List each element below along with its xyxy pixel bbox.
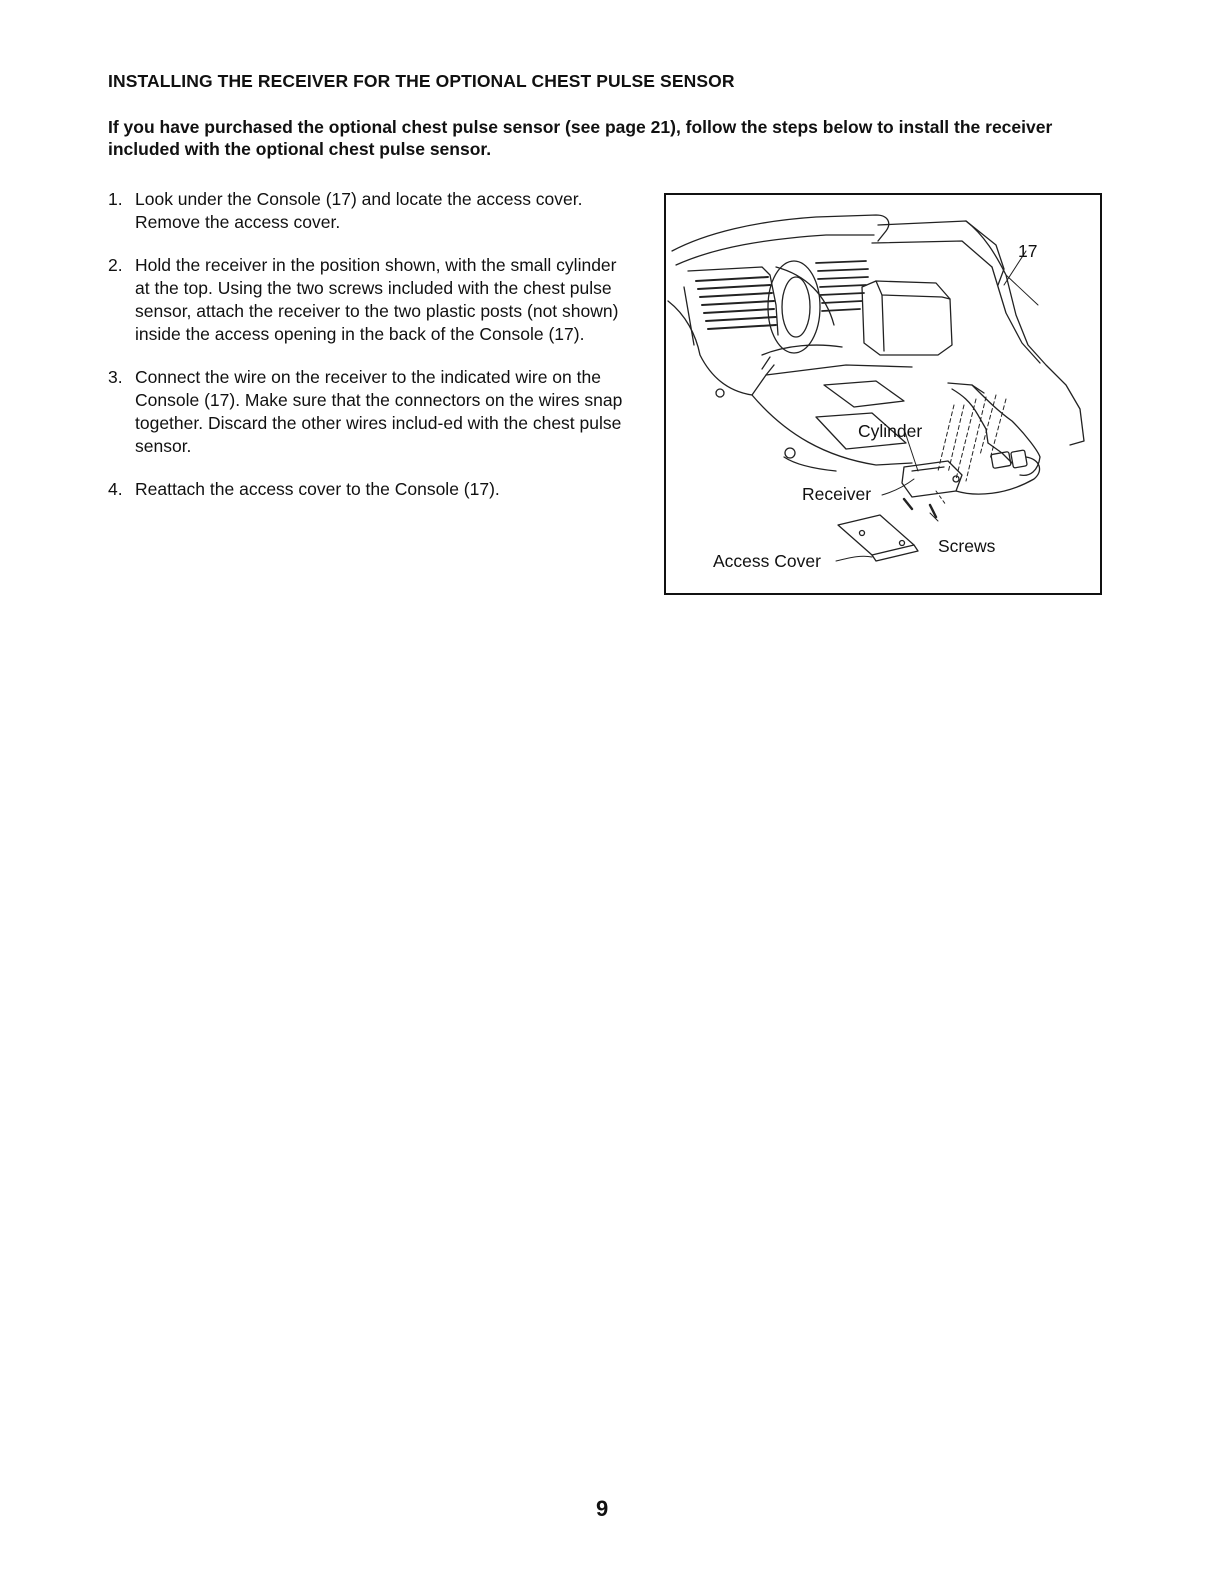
step-item [108, 366, 628, 458]
step-text: Reattach the access cover to the Console (17). [135, 479, 500, 499]
step-text: Look under the Console (17) and locate the access cover. Remove the access cover. [135, 189, 583, 232]
step-item [108, 254, 628, 346]
label-part-17: 17 [1018, 241, 1038, 261]
intro-paragraph: If you have purchased the optional chest pulse sensor (see page 21), follow the steps below to install the receiver included with the optional chest pulse sensor. [108, 117, 1053, 159]
label-receiver: Receiver [802, 484, 872, 504]
step-number: 2. [108, 255, 123, 275]
step-item [108, 188, 628, 234]
step-number: 1. [108, 189, 123, 209]
step-text: Connect the wire on the receiver to the indicated wire on the Console (17). Make sure that the connectors on the wires snap together. Discard the other wires includ-ed with the chest pulse sensor. [135, 367, 623, 456]
installation-diagram [664, 193, 1102, 595]
label-access-cover: Access Cover [713, 551, 821, 571]
step-item [108, 478, 628, 501]
step-text: Hold the receiver in the position shown, with the small cylinder at the top. Using the two screws included with the chest pulse sensor, attach the receiver to the two plastic posts (not shown) inside the access opening in the back of the Console (17). [135, 255, 619, 344]
step-number: 4. [108, 479, 123, 499]
instruction-steps [108, 188, 628, 521]
step-number: 3. [108, 367, 123, 387]
page-number: 9 [596, 1496, 609, 1521]
label-cylinder: Cylinder [858, 421, 923, 441]
section-heading: INSTALLING THE RECEIVER FOR THE OPTIONAL CHEST PULSE SENSOR [108, 71, 735, 91]
label-screws: Screws [938, 536, 996, 556]
